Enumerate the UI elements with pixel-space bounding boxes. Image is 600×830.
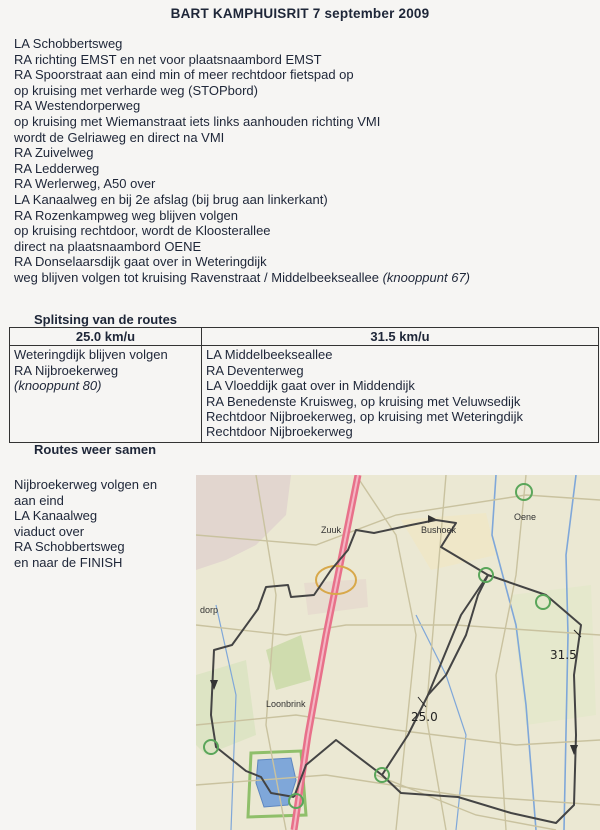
map-canvas <box>196 475 600 830</box>
town-label-zuuk: Zuuk <box>321 525 342 535</box>
direction-line: op kruising met Wiemanstraat iets links aanhouden richting VMI <box>14 113 381 129</box>
header-25-kmu: 25.0 km/u <box>10 328 202 346</box>
final-line: RA Schobbertsweg <box>14 539 125 555</box>
routes-table <box>9 327 599 443</box>
annotation-31-5: 31.5 <box>550 648 577 662</box>
route-31-5-line: RA Deventerweg <box>206 362 304 378</box>
knooppunt-note: (knooppunt 67) <box>382 269 471 285</box>
route-map <box>196 475 600 830</box>
direction-line: weg blijven volgen tot kruising Ravenstraat / Middelbeekseallee (knooppunt 67) <box>14 269 471 285</box>
split-heading: Splitsing van de routes <box>34 312 178 327</box>
direction-line: op kruising met verharde weg (STOPbord) <box>14 82 258 98</box>
route-25-line: (knooppunt 80) <box>14 378 102 394</box>
route-25-line: RA Nijbroekerweg <box>14 362 119 378</box>
direction-line: LA Schobbertsweg <box>14 36 123 51</box>
final-directions <box>14 477 157 571</box>
direction-line: RA Ledderweg <box>14 160 100 176</box>
final-line: Nijbroekerweg volgen en <box>14 477 158 492</box>
route-25-line: Weteringdijk blijven volgen <box>14 347 168 363</box>
direction-line: RA richting EMST en net voor plaatsnaambord EMST <box>14 51 322 67</box>
route-31-5-line: LA Vloeddijk gaat over in Middendijk <box>206 378 415 394</box>
direction-line: op kruising rechtdoor, wordt de Kloosterallee <box>14 223 271 239</box>
town-label-dorp: dorp <box>200 605 219 615</box>
town-label-loonbrink: Loonbrink <box>266 699 306 709</box>
final-line: en naar de FINISH <box>14 554 123 570</box>
direction-line: LA Kanaalweg en bij 2e afslag (bij brug aan linkerkant) <box>14 191 328 207</box>
final-line: aan eind <box>14 492 64 508</box>
direction-line: RA Spoorstraat aan eind min of meer rechtdoor fietspad op <box>14 67 354 83</box>
town-label-bushoek: Bushoek <box>421 525 457 535</box>
annotation-25-0: 25.0 <box>411 710 438 724</box>
route-31-5-cell <box>202 346 599 442</box>
direction-line: direct na plaatsnaambord OENE <box>14 238 202 254</box>
route-31-5-line: Rechtdoor Nijbroekerweg, op kruising met Weteringdijk <box>206 409 523 425</box>
town-label-oene: Oene <box>514 512 537 522</box>
route-directions <box>14 36 470 286</box>
direction-line: RA Werlerweg, A50 over <box>14 176 156 192</box>
final-line: LA Kanaalweg <box>14 508 98 524</box>
direction-line: RA Westendorperweg <box>14 98 141 114</box>
route-31-5-line: Rechtdoor Nijbroekerweg <box>206 424 353 440</box>
route-31-5-line: LA Middelbeekseallee <box>206 347 333 363</box>
merge-heading: Routes weer samen <box>34 442 157 457</box>
page-title: BART KAMPHUISRIT 7 september 2009 <box>170 6 430 21</box>
direction-line: RA Rozenkampweg weg blijven volgen <box>14 207 239 223</box>
route-25-cell <box>10 346 202 442</box>
final-line: viaduct over <box>14 523 85 539</box>
direction-line: RA Donselaarsdijk gaat over in Weteringdijk <box>14 254 267 270</box>
direction-line: RA Zuivelweg <box>14 145 94 161</box>
route-31-5-line: RA Benedenste Kruisweg, op kruising met Veluwsedijk <box>206 393 521 409</box>
header-31-5-kmu: 31.5 km/u <box>202 328 599 346</box>
direction-line: wordt de Gelriaweg en direct na VMI <box>14 129 225 145</box>
